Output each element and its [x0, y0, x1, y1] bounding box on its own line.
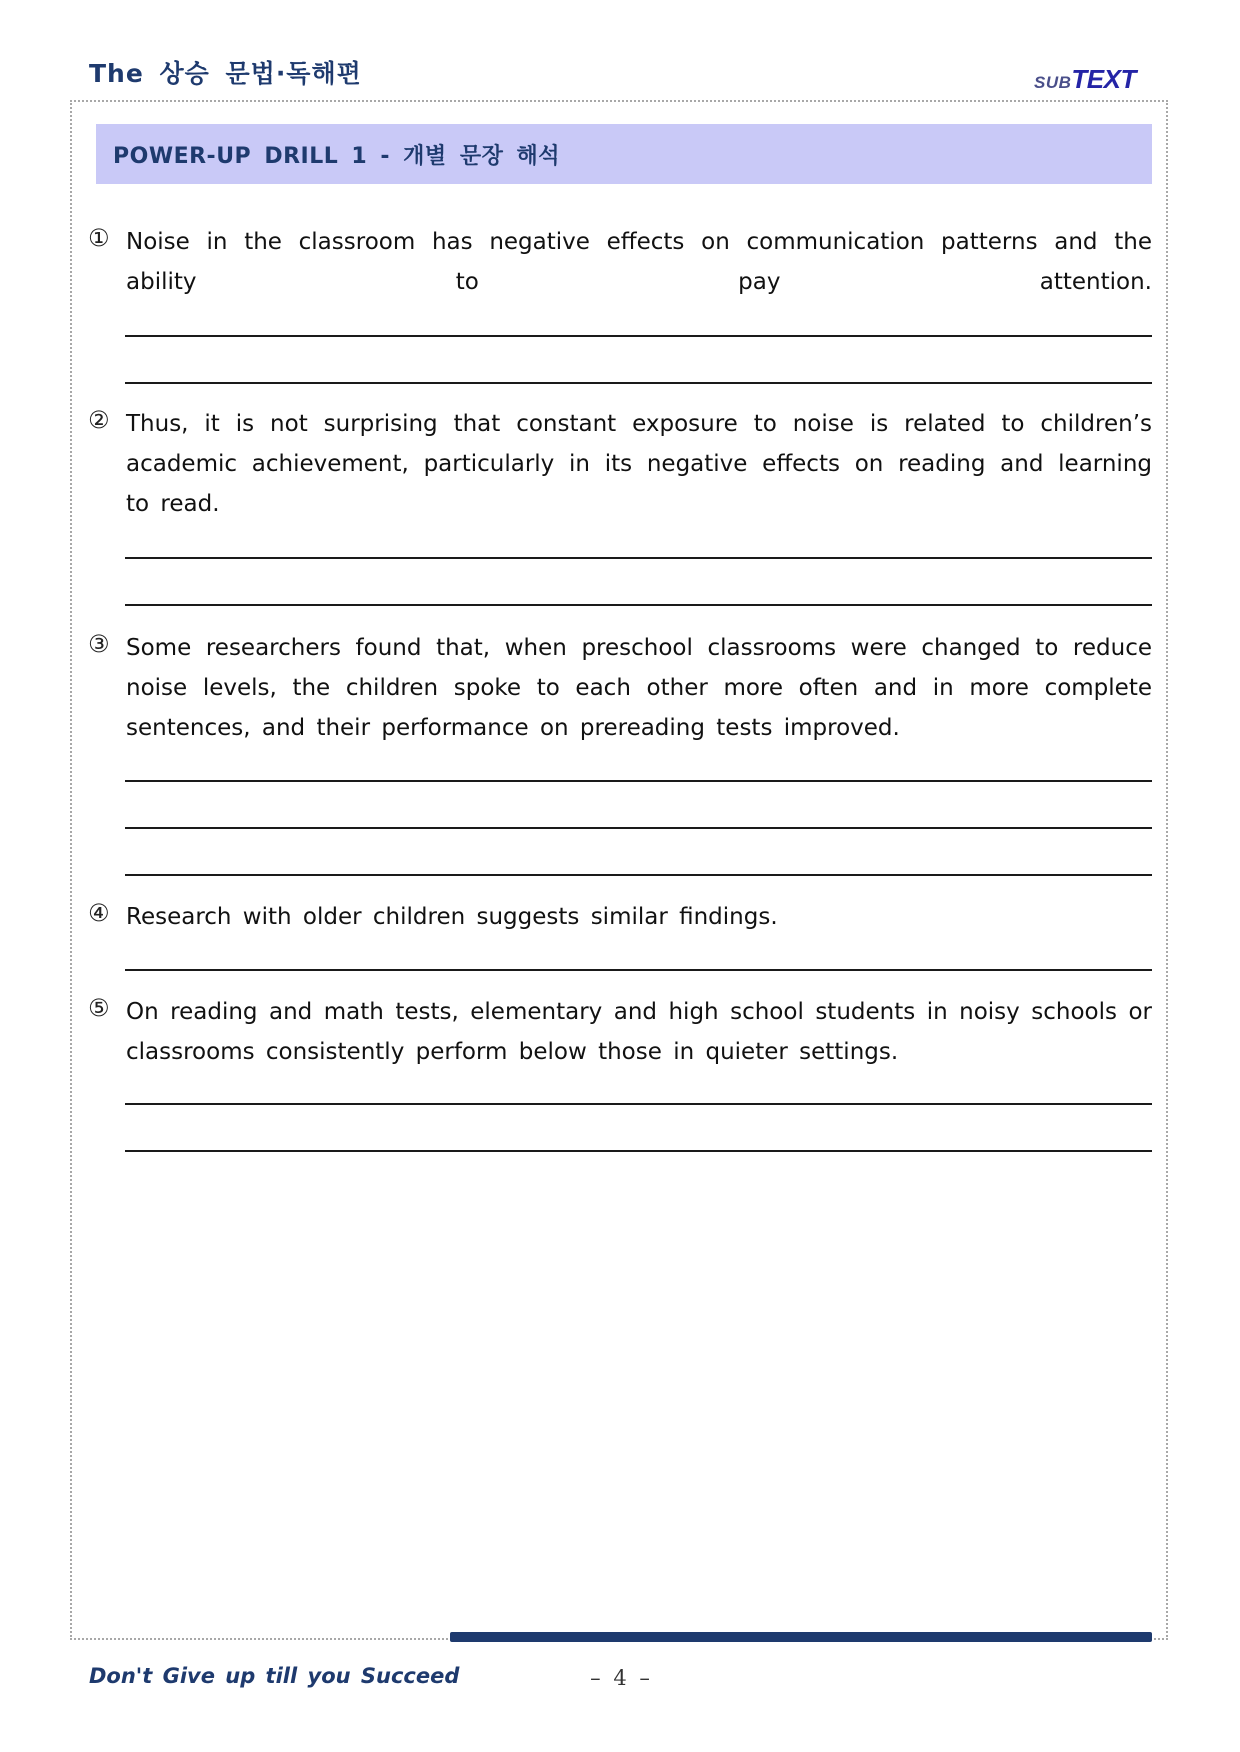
- answer-line[interactable]: [125, 382, 1152, 384]
- item-sentence: Thus, it is not surprising that constant exposure to noise is related to children’s academic achievement, particularly in its negative effects on reading and learning to read.: [126, 411, 1152, 517]
- answer-line[interactable]: [125, 335, 1152, 337]
- answer-line[interactable]: [125, 1103, 1152, 1105]
- item-number: ①: [88, 224, 110, 252]
- item-sentence: Research with older children suggests similar findings.: [126, 904, 778, 930]
- answer-line[interactable]: [125, 874, 1152, 876]
- item-sentence: Noise in the classroom has negative effects on communication patterns and the ability to pay attention.: [126, 229, 1152, 295]
- answer-line[interactable]: [125, 780, 1152, 782]
- document-title: The 상승 문법·독해편: [89, 59, 362, 88]
- footer-motto: Don't Give up till you Succeed: [89, 1664, 460, 1688]
- answer-line[interactable]: [125, 557, 1152, 559]
- answer-line[interactable]: [125, 969, 1152, 971]
- item-number: ⑤: [88, 994, 110, 1022]
- brand-logo-text: TEXT: [1071, 64, 1136, 94]
- answer-line[interactable]: [125, 827, 1152, 829]
- item-number: ③: [88, 630, 110, 658]
- item-number: ②: [88, 406, 110, 434]
- footer-bar: [450, 1632, 1152, 1642]
- item-sentence: On reading and math tests, elementary and high school students in noisy schools or classrooms consistently perform below those in quieter settings.: [126, 999, 1152, 1065]
- brand-logo: [1034, 64, 1136, 95]
- answer-line[interactable]: [125, 604, 1152, 606]
- item-number: ④: [88, 899, 110, 927]
- drill-banner: [96, 124, 1152, 184]
- page-number: – 4 –: [590, 1666, 650, 1690]
- item-sentence: Some researchers found that, when preschool classrooms were changed to reduce noise levels, the children spoke to each other more often and in more complete sentences, and their performance on prereading tests improved.: [126, 635, 1152, 741]
- answer-line[interactable]: [125, 1150, 1152, 1152]
- page-frame: [70, 100, 1168, 1640]
- brand-logo-sub: SUB: [1034, 73, 1072, 92]
- drill-title: POWER-UP DRILL 1 - 개별 문장 해석: [113, 143, 561, 169]
